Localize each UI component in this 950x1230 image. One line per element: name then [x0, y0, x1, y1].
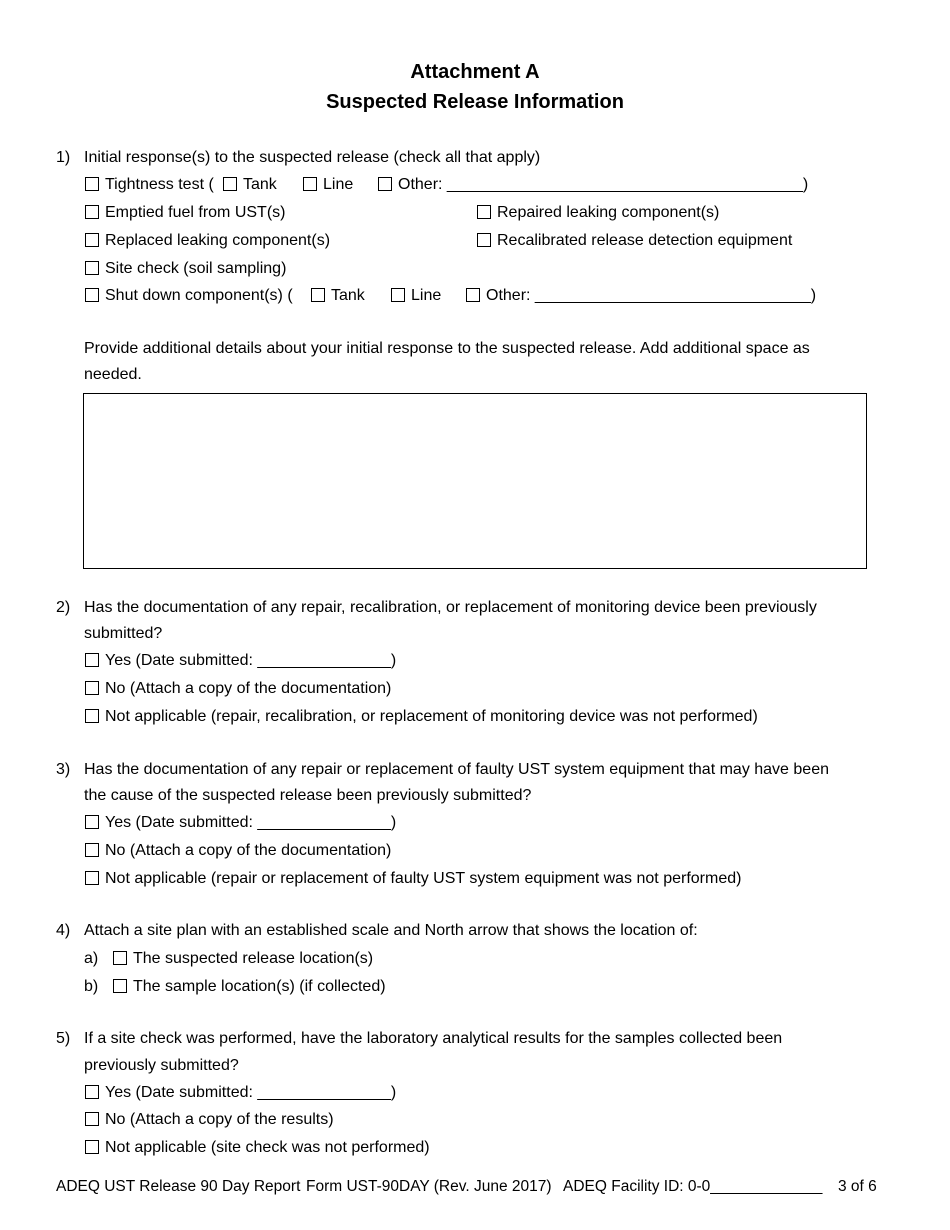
- footer-facility-id: ADEQ Facility ID: 0-0_____________: [563, 1178, 823, 1195]
- q4-a-label: The suspected release location(s): [133, 950, 374, 967]
- question-4-number: 4): [56, 922, 71, 939]
- page-subtitle: Suspected Release Information: [326, 91, 624, 113]
- replaced-component-label: Replaced leaking component(s): [105, 232, 331, 249]
- tightness-tank-option: [223, 175, 277, 195]
- repaired-component-checkbox[interactable]: [477, 205, 491, 219]
- tightness-line-checkbox[interactable]: [303, 177, 317, 191]
- footer-form-number: Form UST-90DAY (Rev. June 2017): [306, 1178, 552, 1195]
- question-4-prompt: Attach a site plan with an established scale and North arrow that shows the location of:: [84, 922, 698, 939]
- shutdown-label: Shut down component(s) (: [105, 287, 293, 304]
- q2-yes-option: [85, 651, 396, 671]
- q4-a-marker: a): [84, 950, 99, 967]
- q2-no-checkbox[interactable]: [85, 681, 99, 695]
- q3-yes-label: Yes (Date submitted: _______________): [105, 814, 397, 831]
- q3-no-label: No (Attach a copy of the documentation): [105, 842, 392, 859]
- question-5-line1: If a site check was performed, have the laboratory analytical results for the samples collected been: [84, 1030, 783, 1047]
- q4-b-checkbox[interactable]: [113, 979, 127, 993]
- replaced-component-checkbox[interactable]: [85, 233, 99, 247]
- shutdown-line-label: Line: [411, 287, 442, 304]
- repaired-component-label: Repaired leaking component(s): [497, 204, 720, 221]
- tightness-test-row: [85, 175, 214, 195]
- shutdown-option: [85, 286, 293, 306]
- details-instructions-line1: Provide additional details about your initial response to the suspected release. Add additional space as: [84, 340, 810, 357]
- question-2-line2: submitted?: [84, 625, 163, 642]
- q2-na-checkbox[interactable]: [85, 709, 99, 723]
- replaced-component-option: [85, 231, 330, 251]
- q3-no-option: [85, 841, 391, 861]
- q5-no-option: [85, 1110, 334, 1130]
- footer-report-name: ADEQ UST Release 90 Day Report: [56, 1178, 301, 1195]
- q2-na-label: Not applicable (repair, recalibration, or replacement of monitoring device was not performed): [105, 708, 758, 725]
- q3-na-label: Not applicable (repair or replacement of faulty UST system equipment was not performed): [105, 870, 742, 887]
- q3-na-option: [85, 869, 741, 889]
- question-5-line2: previously submitted?: [84, 1057, 239, 1074]
- shutdown-tank-checkbox[interactable]: [311, 288, 325, 302]
- q5-no-label: No (Attach a copy of the results): [105, 1111, 334, 1128]
- shutdown-line-checkbox[interactable]: [391, 288, 405, 302]
- q2-yes-label: Yes (Date submitted: _______________): [105, 652, 397, 669]
- q5-no-checkbox[interactable]: [85, 1112, 99, 1126]
- shutdown-line-option: [391, 286, 441, 306]
- shutdown-checkbox[interactable]: [85, 288, 99, 302]
- repaired-component-option: [477, 203, 719, 223]
- tightness-test-label: Tightness test (: [105, 176, 214, 193]
- q4-b-marker: b): [84, 978, 99, 995]
- page-title: Attachment A: [410, 61, 540, 83]
- site-check-option: [85, 259, 286, 279]
- emptied-fuel-checkbox[interactable]: [85, 205, 99, 219]
- additional-details-textbox[interactable]: [83, 393, 867, 569]
- shutdown-other-option: [466, 286, 816, 306]
- tightness-other-field[interactable]: Other: ________________________________________): [398, 176, 809, 193]
- site-check-checkbox[interactable]: [85, 261, 99, 275]
- question-1-number: 1): [56, 149, 71, 166]
- q2-no-option: [85, 679, 391, 699]
- recalibrated-equipment-option: [477, 231, 792, 251]
- emptied-fuel-option: [85, 203, 285, 223]
- q5-yes-option: [85, 1083, 396, 1103]
- tightness-tank-label: Tank: [243, 176, 277, 193]
- details-instructions-line2: needed.: [84, 366, 142, 383]
- question-5-number: 5): [56, 1030, 71, 1047]
- q5-na-label: Not applicable (site check was not performed): [105, 1139, 430, 1156]
- question-2-number: 2): [56, 599, 71, 616]
- tightness-test-checkbox[interactable]: [85, 177, 99, 191]
- question-3-line1: Has the documentation of any repair or replacement of faulty UST system equipment that may have been: [84, 761, 829, 778]
- shutdown-other-checkbox[interactable]: [466, 288, 480, 302]
- q4-b-option: [113, 977, 386, 997]
- q4-a-option: [113, 949, 373, 969]
- tightness-other-checkbox[interactable]: [378, 177, 392, 191]
- question-3-number: 3): [56, 761, 71, 778]
- q5-yes-checkbox[interactable]: [85, 1085, 99, 1099]
- q3-no-checkbox[interactable]: [85, 843, 99, 857]
- q2-na-option: [85, 707, 758, 727]
- question-2-line1: Has the documentation of any repair, recalibration, or replacement of monitoring device been previously: [84, 599, 817, 616]
- recalibrated-equipment-label: Recalibrated release detection equipment: [497, 232, 793, 249]
- recalibrated-equipment-checkbox[interactable]: [477, 233, 491, 247]
- q4-a-checkbox[interactable]: [113, 951, 127, 965]
- q4-b-label: The sample location(s) (if collected): [133, 978, 386, 995]
- q2-no-label: No (Attach a copy of the documentation): [105, 680, 392, 697]
- q2-yes-checkbox[interactable]: [85, 653, 99, 667]
- tightness-line-label: Line: [323, 176, 354, 193]
- q5-yes-label: Yes (Date submitted: _______________): [105, 1084, 397, 1101]
- q3-yes-option: [85, 813, 396, 833]
- q3-na-checkbox[interactable]: [85, 871, 99, 885]
- q5-na-checkbox[interactable]: [85, 1140, 99, 1154]
- tightness-line-option: [303, 175, 353, 195]
- tightness-other-option: [378, 175, 808, 195]
- emptied-fuel-label: Emptied fuel from UST(s): [105, 204, 286, 221]
- q5-na-option: [85, 1138, 430, 1158]
- question-3-line2: the cause of the suspected release been previously submitted?: [84, 787, 532, 804]
- footer-page-number: 3 of 6: [838, 1178, 877, 1195]
- shutdown-tank-option: [311, 286, 365, 306]
- tightness-tank-checkbox[interactable]: [223, 177, 237, 191]
- shutdown-other-field[interactable]: Other: _______________________________): [486, 287, 817, 304]
- site-check-label: Site check (soil sampling): [105, 260, 287, 277]
- question-1-prompt: Initial response(s) to the suspected release (check all that apply): [84, 149, 541, 166]
- q3-yes-checkbox[interactable]: [85, 815, 99, 829]
- shutdown-tank-label: Tank: [331, 287, 365, 304]
